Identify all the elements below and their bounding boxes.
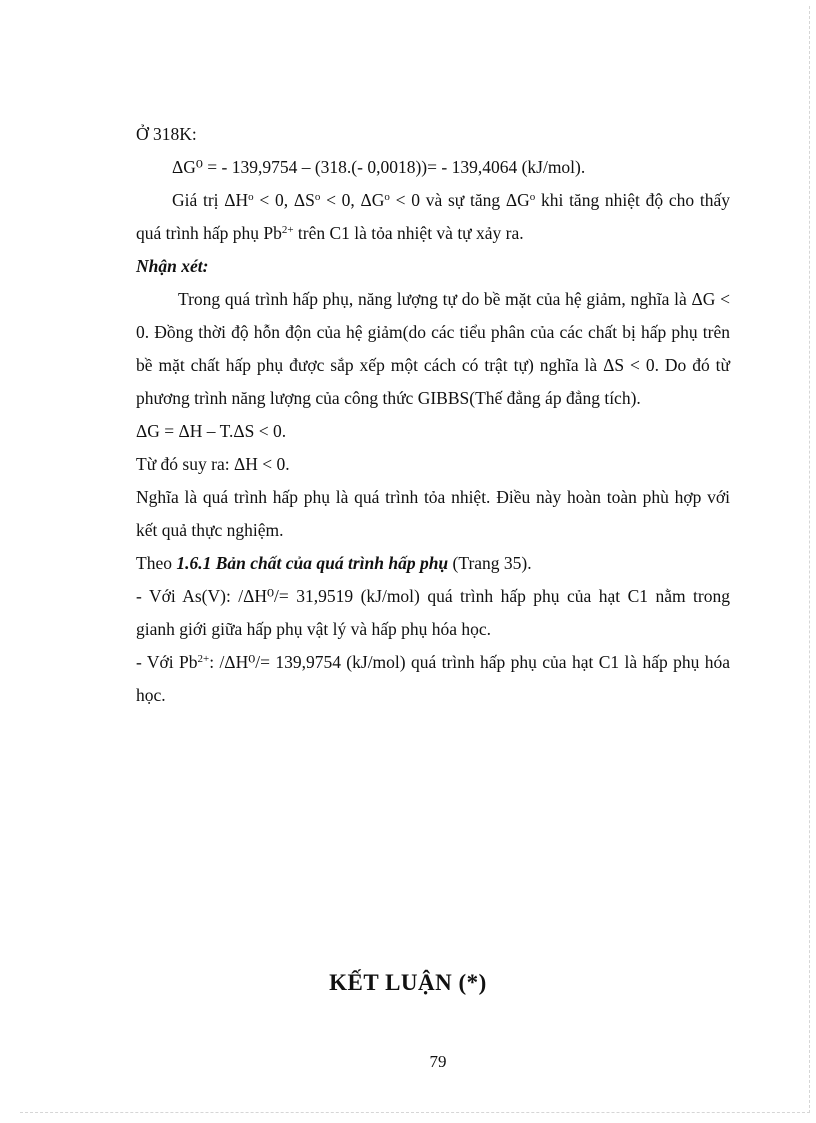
lead-paragraph: - Với $Pb^{2+}$: /ΔH⁰/= 139,9754 (kJ/mol) quá trình hấp phụ của hạt C1 là hấp phụ hóa học.	[136, 652, 730, 705]
page-border-bottom	[20, 1112, 810, 1113]
remark-paragraph: Trong quá trình hấp phụ, năng lượng tự do bề mặt của hệ giảm, nghĩa là ΔG < 0. Đồng thời độ hỗn độn của hệ giảm(do các tiểu phân của các chất bị hấp phụ trên bề mặt chất hấp phụ được sắp xếp một cách có trật tự) nghĩa là ΔS < 0. Do đó từ phương trình năng lượng của công thức GIBBS(Thế đẳng áp đẳng tích).	[136, 289, 730, 408]
page-number: 79	[429, 1052, 447, 1071]
chapter-title: KẾT LUẬN (*)	[329, 970, 487, 995]
meaning-paragraph: Nghĩa là quá trình hấp phụ là quá trình tỏa nhiệt. Điều này hoàn toàn phù hợp với kết quả thực nghiệm.	[136, 487, 730, 540]
arsenic-paragraph: - Với As(V): /ΔH⁰/= 31,9519 (kJ/mol) quá trình hấp phụ của hạt C1 nằm trong gianh giới giữa hấp phụ vật lý và hấp phụ hóa học.	[136, 586, 730, 639]
section-reference: 1.6.1 Bản chất của quá trình hấp phụ	[176, 553, 449, 573]
temperature-line: Ở 318K:	[136, 124, 197, 144]
remark-heading: Nhận xét:	[136, 256, 209, 276]
gibbs-value-equation: ΔG⁰ = - 139,9754 – (318.(- 0,0018))= - 139,4064 (kJ/mol).	[172, 157, 586, 177]
page-border-right	[809, 6, 810, 1113]
page-body	[136, 118, 730, 712]
thermo-paragraph: Giá trị $\Delta H^o < 0$, $\Delta S^o < 0$, $\Delta G^o < 0$ và sự tăng $\Delta G^o$ khi tăng nhiệt độ cho thấy quá trình hấp phụ $Pb^{2+}$ trên C1 là tỏa nhiệt và tự xảy ra.	[136, 190, 730, 243]
inference-line: Từ đó suy ra: ΔH < 0.	[136, 454, 290, 474]
gibbs-equation: ΔG = ΔH – T.ΔS < 0.	[136, 421, 287, 441]
reference-line: Theo 1.6.1 Bản chất của quá trình hấp phụ (Trang 35).	[136, 553, 532, 573]
